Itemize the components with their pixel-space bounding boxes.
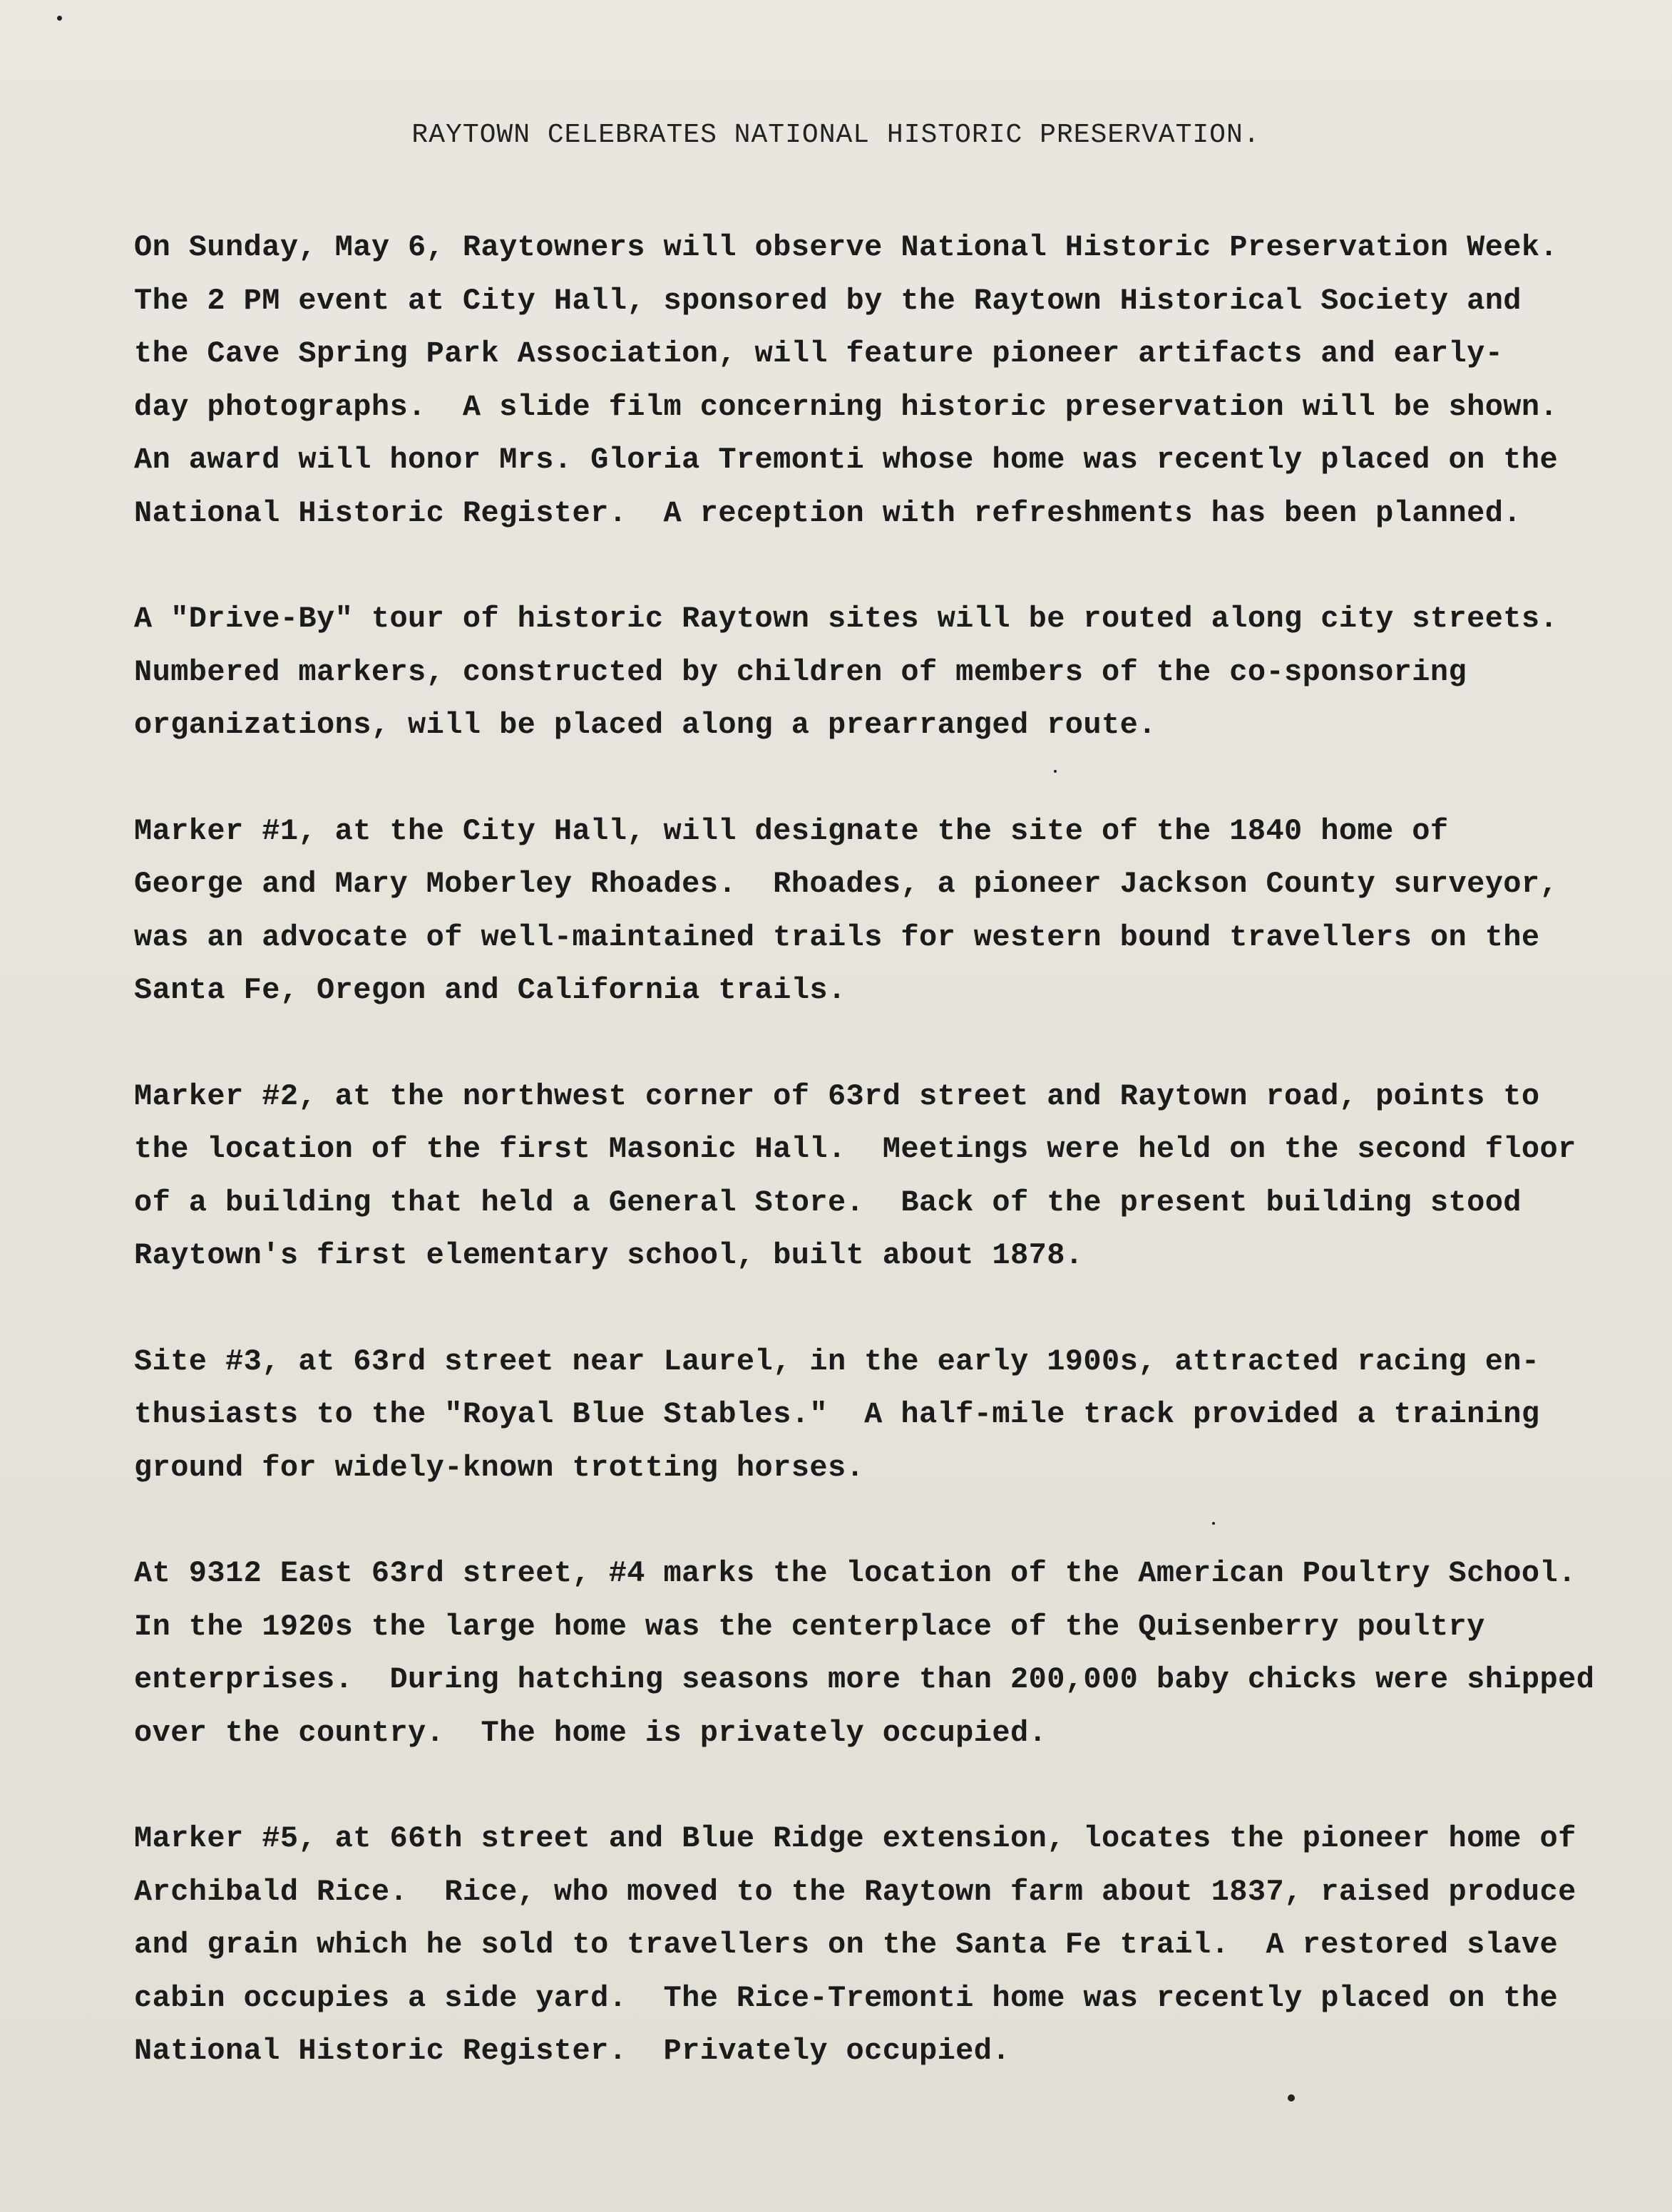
text-line: Raytown's first elementary school, built about 1878. [134,1238,1084,1272]
paragraph-drive-by-tour [134,592,1567,752]
text-line: enterprises. During hatching seasons more than 200,000 baby chicks were shipped [134,1662,1595,1697]
paragraph-marker-5 [134,1812,1576,2078]
document-body [134,221,1595,2131]
text-line: Santa Fe, Oregon and California trails. [134,973,846,1007]
text-line: day photographs. A slide film concerning historic preservation will be shown. [134,389,1559,424]
text-line: and grain which he sold to travellers on the Santa Fe trail. A restored slave [134,1928,1559,1962]
text-line: Marker #2, at the northwest corner of 63rd street and Raytown road, points to [134,1079,1540,1113]
text-line: organizations, will be placed along a prearranged route. [134,708,1156,742]
paragraph-marker-1 [134,805,1567,1017]
text-line: Numbered markers, constructed by children of members of the co-sponsoring [134,654,1467,689]
paragraph-marker-4 [134,1547,1595,1759]
text-line: In the 1920s the large home was the centerplace of the Quisenberry poultry [134,1609,1485,1644]
text-line: was an advocate of well-maintained trails for western bound travellers on the [134,920,1540,955]
text-line: National Historic Register. Privately occupied. [134,2034,1010,2068]
paragraph-preservation-week [134,221,1567,540]
text-line: On Sunday, May 6, Raytowners will observe National Historic Preservation Week. [134,230,1559,264]
text-line: ground for widely-known trotting horses. [134,1450,865,1485]
text-line: A "Drive-By" tour of historic Raytown sites will be routed along city streets. [134,602,1559,636]
ink-speck [57,16,62,21]
text-line: Site #3, at 63rd street near Laurel, in the early 1900s, attracted racing en- [134,1344,1540,1379]
text-line: cabin occupies a side yard. The Rice-Tremonti home was recently placed on the [134,1980,1559,2015]
text-line: An award will honor Mrs. Gloria Tremonti whose home was recently placed on the [134,443,1559,477]
text-line: National Historic Register. A reception with refreshments has been planned. [134,495,1522,530]
paragraph-marker-2 [134,1070,1576,1282]
text-line: George and Mary Moberley Rhoades. Rhoades, a pioneer Jackson County surveyor, [134,867,1559,901]
text-line: thusiasts to the "Royal Blue Stables." A half-mile track provided a training [134,1397,1540,1431]
paragraph-site-3 [134,1335,1567,1495]
text-line: over the country. The home is privately occupied. [134,1715,1047,1750]
text-line: of a building that held a General Store. Back of the present building stood [134,1185,1522,1220]
text-line: the location of the first Masonic Hall. Meetings were held on the second floor [134,1132,1576,1166]
text-line: the Cave Spring Park Association, will feature pioneer artifacts and early- [134,336,1504,371]
text-line: Marker #1, at the City Hall, will designate the site of the 1840 home of [134,813,1449,848]
text-line: At 9312 East 63rd street, #4 marks the location of the American Poultry School. [134,1556,1576,1590]
text-line: Marker #5, at 66th street and Blue Ridge extension, locates the pioneer home of [134,1821,1576,1856]
text-line: Archibald Rice. Rice, who moved to the Raytown farm about 1837, raised produce [134,1874,1576,1909]
text-line: The 2 PM event at City Hall, sponsored by the Raytown Historical Society and [134,283,1522,318]
document-title: RAYTOWN CELEBRATES NATIONAL HISTORIC PRESERVATION. [411,120,1261,150]
